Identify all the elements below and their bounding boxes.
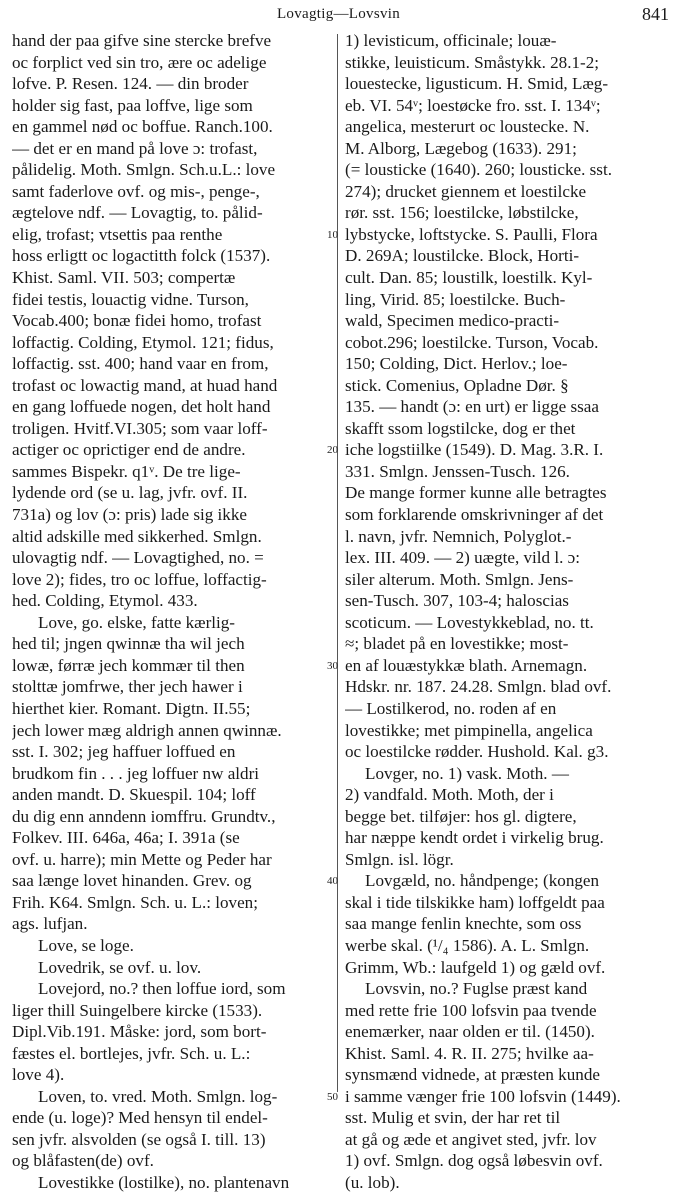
text-line: 274); drucket giennem et loestilcke <box>345 181 587 201</box>
text-line: anden mandt. D. Skuespil. 104; loff <box>12 785 256 805</box>
text-line: rør. sst. 156; loestilcke, løbstilcke, <box>345 203 579 223</box>
text-line: synsmænd vidnede, at præsten kunde <box>345 1065 600 1085</box>
text-line: love 4). <box>12 1065 65 1085</box>
left-column <box>12 30 332 1194</box>
text-line: werbe skal. (¹/₄ 1586). A. L. Smlgn. <box>345 935 590 955</box>
text-line: Loven, to. vred. Moth. Smlgn. log- <box>38 1086 278 1106</box>
text-line: en gang loffuede nogen, det holt hand <box>12 397 271 417</box>
text-line: Khist. Saml. VII. 503; compertæ <box>12 268 236 288</box>
text-line: Lovedrik, se ovf. u. lov. <box>38 957 202 977</box>
text-line: louestecke, ligusticum. H. Smid, Læg- <box>345 74 609 94</box>
text-line: Love, se loge. <box>38 935 134 955</box>
text-line: lowæ, førræ jech kommær til then <box>12 655 245 675</box>
text-line: i samme vænger frie 100 lofsvin (1449). <box>345 1086 621 1106</box>
text-line: ≈; bladet på en lovestikke; most- <box>345 634 569 654</box>
text-line: med rette frie 100 lofsvin paa tvende <box>345 1000 597 1020</box>
text-line: ovf. u. harre); min Mette og Peder har <box>12 849 272 869</box>
text-line: skafft ssom logstilcke, dog er thet <box>345 418 576 438</box>
text-line: Grimm, Wb.: laufgeld 1) og gæld ovf. <box>345 957 606 977</box>
text-line: lybstycke, loftstycke. S. Paulli, Flora <box>345 224 598 244</box>
text-line: sst. I. 302; jeg haffuer loffued en <box>12 742 236 762</box>
text-line: liger thill Suingelbere kircke (1533). <box>12 1000 263 1020</box>
text-line: hed. Colding, Etymol. 433. <box>12 591 198 611</box>
text-line: enemærker, naar olden er til. (1450). <box>345 1022 595 1042</box>
text-line: loffactig. sst. 400; hand vaar en from, <box>12 354 269 374</box>
page-header <box>0 4 677 26</box>
text-line: Lovsvin, no.? Fuglse præst kand <box>365 979 588 999</box>
text-line: eb. VI. 54ᵛ; loestøcke fro. sst. I. 134ᵛ; <box>345 95 601 115</box>
text-line: De mange former kunne alle betragtes <box>345 483 607 503</box>
text-line: trofast oc lowactig mand, at huad hand <box>12 375 278 395</box>
text-line: hoss erligtt oc logactitth folck (1537). <box>12 246 271 266</box>
text-line: ægtelove ndf. — Lovagtig, to. pålid- <box>12 203 263 223</box>
text-line: angelica, mesterurt oc loustecke. N. <box>345 117 590 137</box>
text-line: 731a) og lov (ɔ: pris) lade sig ikke <box>12 505 247 525</box>
text-line: Khist. Saml. 4. R. II. 275; hvilke aa- <box>345 1043 594 1063</box>
text-line: 1) ovf. Smlgn. dog også løbesvin ovf. <box>345 1151 603 1171</box>
text-line: cult. Dan. 85; loustilk, loestilk. Kyl- <box>345 268 593 288</box>
text-line: en af louæstykkæ blath. Arnemagn. <box>345 655 588 675</box>
text-line: pålidelig. Moth. Smlgn. Sch.u.L.: love <box>12 160 276 180</box>
line-number: 30 <box>327 659 338 672</box>
text-line: saa mange fenlin knechte, som oss <box>345 914 582 934</box>
right-column <box>345 30 671 1194</box>
text-line: (u. lob). <box>345 1172 400 1192</box>
text-line: ags. lufjan. <box>12 914 88 934</box>
text-line: Hdskr. nr. 187. 24.28. Smlgn. blad ovf. <box>345 677 612 697</box>
text-line: ulovagtig ndf. — Lovagtighed, no. = <box>12 548 264 568</box>
text-line: Dipl.Vib.191. Måske: jord, som bort- <box>12 1022 267 1042</box>
text-line: sst. Mulig et svin, der har ret til <box>345 1108 561 1128</box>
column-divider <box>337 34 338 1092</box>
text-line: hed til; jngen qwinnæ tha wil jech <box>12 634 245 654</box>
line-number: 20 <box>327 444 338 457</box>
text-line: stikke, leuisticum. Småstykk. 28.1-2; <box>345 52 600 72</box>
text-line: Smlgn. isl. lögr. <box>345 849 454 869</box>
text-line: l. navn, jvfr. Nemnich, Polyglot.- <box>345 526 572 546</box>
text-line: Lovejord, no.? then loffue iord, som <box>38 979 286 999</box>
text-line: altid adskille med sikkerhed. Smlgn. <box>12 526 262 546</box>
page-number: 841 <box>642 4 669 24</box>
text-line: iche logstiilke (1549). D. Mag. 3.R. I. <box>345 440 604 460</box>
line-number: 40 <box>327 875 338 888</box>
text-line: 331. Smlgn. Jenssen-Tusch. 126. <box>345 461 570 481</box>
text-line: Frih. K64. Smlgn. Sch. u. L.: loven; <box>12 892 258 912</box>
text-line: Lovgæld, no. håndpenge; (kongen <box>365 871 600 891</box>
text-line: lofve. P. Resen. 124. — din broder <box>12 74 249 94</box>
text-line: jech lower mæg aldrigh annen qwinnæ. <box>12 720 282 740</box>
text-line: har næppe kendt ordet i virkelig brug. <box>345 828 604 848</box>
text-line: lex. III. 409. — 2) uægte, vild l. ɔ: <box>345 548 580 568</box>
text-line: 2) vandfald. Moth. Moth, der i <box>345 785 554 805</box>
text-line: sen jvfr. alsvolden (se også I. till. 13) <box>12 1129 266 1149</box>
text-line: en gammel nød oc boffue. Ranch.100. <box>12 117 273 137</box>
text-line: (= lousticke (1640). 260; lousticke. sst. <box>345 160 612 180</box>
text-line: lovestikke; met pimpinella, angelica <box>345 720 593 740</box>
text-line: — det er en mand på love ɔ: trofast, <box>12 138 258 158</box>
text-line: 1) levisticum, officinale; louæ- <box>345 31 557 50</box>
text-line: ling, Virid. 85; loestilcke. Buch- <box>345 289 566 309</box>
text-line: ende (u. loge)? Med hensyn til endel- <box>12 1108 268 1128</box>
text-line: D. 269A; loustilcke. Block, Horti- <box>345 246 580 266</box>
text-line: troligen. Hvitf.VI.305; som vaar loff- <box>12 418 268 438</box>
text-line: fidei testis, louactig vidne. Turson, <box>12 289 249 309</box>
line-number: 50 <box>327 1090 338 1103</box>
text-line: oc forplict ved sin tro, ære oc adelige <box>12 52 267 72</box>
text-line: hand der paa gifve sine stercke brefve <box>12 31 272 50</box>
text-line: M. Alborg, Lægebog (1633). 291; <box>345 138 577 158</box>
text-line: scoticum. — Lovestykkeblad, no. tt. <box>345 612 594 632</box>
text-line: holder sig fast, paa loffve, lige som <box>12 95 253 115</box>
text-line: og blåfasten(de) ovf. <box>12 1151 154 1171</box>
text-line: Love, go. elske, fatte kærlig- <box>38 612 235 632</box>
line-number: 10 <box>327 228 338 241</box>
text-line: wald, Specimen medico-practi- <box>345 311 560 331</box>
text-line: stick. Comenius, Opladne Dør. § <box>345 375 569 395</box>
text-line: Lovger, no. 1) vask. Moth. — <box>365 763 569 783</box>
text-line: cobot.296; loestilcke. Turson, Vocab. <box>345 332 599 352</box>
text-line: du dig enn anndenn iomffru. Grundtv., <box>12 806 276 826</box>
text-line: samt faderlove ovf. og mis-, penge-, <box>12 181 260 201</box>
text-line: skal i tide tilskikke ham) loffgeldt paa <box>345 892 605 912</box>
text-line: — Lostilkerod, no. roden af en <box>345 698 557 718</box>
text-line: at gå og æde et angivet sted, jvfr. lov <box>345 1129 597 1149</box>
running-head: Lovagtig—Lovsvin <box>276 6 401 22</box>
text-line: 135. — handt (ɔ: en urt) er ligge ssaa <box>345 397 599 417</box>
text-line: loffactig. Colding, Etymol. 121; fidus, <box>12 332 274 352</box>
text-line: love 2); fides, tro oc loffue, loffactig- <box>12 569 267 589</box>
text-line: sammes Bispekr. q1ᵛ. De tre lige- <box>12 461 241 481</box>
text-line: Vocab.400; bonæ fidei homo, trofast <box>12 311 262 331</box>
text-line: sen-Tusch. 307, 103-4; haloscias <box>345 591 569 611</box>
text-line: brudkom fin . . . jeg loffuer nw aldri <box>12 763 260 783</box>
text-line: lydende ord (se u. lag, jvfr. ovf. II. <box>12 483 248 503</box>
text-line: Folkev. III. 646a, 46a; I. 391a (se <box>12 828 240 848</box>
text-line: saa længe lovet hinanden. Grev. og <box>12 871 252 891</box>
text-line: hierthet kier. Romant. Digtn. II.55; <box>12 698 251 718</box>
text-line: actiger oc oprictiger end de andre. <box>12 440 246 460</box>
text-line: fæstes el. bortlejes, jvfr. Sch. u. L.: <box>12 1043 251 1063</box>
text-line: begge bet. tilføjer: hos gl. digtere, <box>345 806 577 826</box>
text-line: oc loestilcke rødder. Hushold. Kal. g3. <box>345 742 609 762</box>
text-line: som forklarende omskrivninger af det <box>345 505 604 525</box>
text-line: stolttæ jomfrwe, ther jech hawer i <box>12 677 243 697</box>
text-line: siler alterum. Moth. Smlgn. Jens- <box>345 569 574 589</box>
text-line: 150; Colding, Dict. Herlov.; loe- <box>345 354 568 374</box>
text-line: Lovestikke (lostilke), no. plantenavn <box>38 1172 290 1192</box>
text-line: elig, trofast; vtsettis paa renthe <box>12 224 223 244</box>
